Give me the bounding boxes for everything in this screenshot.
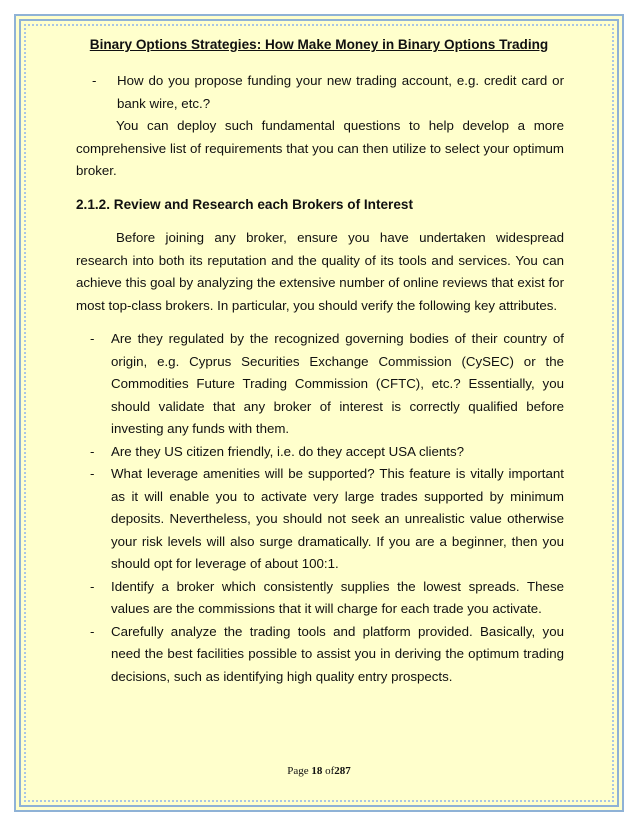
bullet-dash: - [90, 331, 95, 346]
bullet-item-spreads [76, 576, 564, 621]
bullet-text: Are they US citizen friendly, i.e. do they accept USA clients? [111, 443, 465, 459]
bullet-item-regulated [76, 328, 564, 441]
bullet-dash: - [92, 73, 97, 88]
bullet-item-tools [76, 621, 564, 689]
bullet-dash: - [90, 623, 95, 639]
document-body [76, 70, 564, 688]
header-title: Binary Options Strategies: How Make Money in Binary Options Trading [89, 37, 549, 52]
section-heading: 2.1.2. Review and Research each Brokers of Interest [76, 196, 413, 212]
of-label: of [325, 765, 335, 777]
bullet-text: How do you propose funding your new trading account, e.g. credit card or bank wire, etc.? [117, 73, 564, 111]
bullet-text: Identify a broker which consistently supplies the lowest spreads. These values are the commissions that it will charge for each trade you activate. [111, 578, 564, 616]
bullet-text: What leverage amenities will be supported? This feature is vitally important as it will enable you to activate very large trades supported by minimum deposits. Nevertheless, you should not seek an unrealistic value otherwise your risk levels will also surge dramatically. If you are a beginner, then you should opt for leverage of about 100:1. [111, 466, 564, 571]
bullet-item-us-friendly [76, 441, 564, 464]
bullet-item-leverage [76, 463, 564, 576]
bullet-text: Carefully analyze the trading tools and platform provided. Basically, you need the best facilities possible to assist you in deriving the optimum trading decisions, such as identifying high quality entry prospects. [111, 623, 564, 684]
page-footer [0, 765, 638, 777]
page-number: 18 [311, 765, 323, 777]
total-pages: 287 [334, 765, 351, 777]
bullet-item-funding [76, 70, 564, 115]
bullet-dash: - [90, 466, 95, 481]
page-header [0, 37, 638, 52]
paragraph-research: Before joining any broker, ensure you have undertaken widespread research into both its reputation and the quality of its tools and services. You can achieve this goal by analyzing the extensive number of online reviews that exist for most top-class brokers. In particular, you should verify the following key attributes. [76, 230, 564, 313]
bullet-dash: - [90, 443, 95, 459]
page-label: Page [287, 765, 309, 777]
bullet-dash: - [90, 578, 95, 594]
bullet-text: Are they regulated by the recognized governing bodies of their country of origin, e.g. Cyprus Securities Exchange Commission (CySEC) or the Commodities Future Trading Commission (CFTC), etc.? Essentially, you should validate that any broker of interest is correctly qualified before investing any funds with them. [111, 331, 564, 436]
paragraph-requirements: You can deploy such fundamental questions to help develop a more comprehensive list of requirements that you can then utilize to select your optimum broker. [76, 118, 564, 178]
